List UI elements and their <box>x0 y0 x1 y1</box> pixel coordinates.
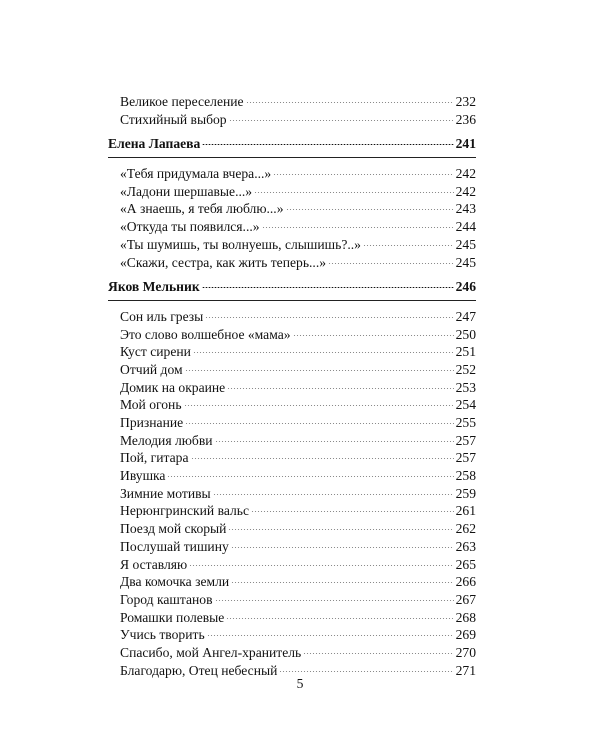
toc-entry-row <box>108 236 476 254</box>
author-name: Елена Лапаева <box>108 136 201 152</box>
entry-title: Признание <box>120 415 184 430</box>
dot-leader <box>167 476 453 477</box>
dot-leader <box>229 120 454 121</box>
entry-page-number: 270 <box>455 644 476 660</box>
entry-page-number: 258 <box>455 468 476 484</box>
entry-title: Ромашки полевые <box>120 609 225 625</box>
entry-page-number: 244 <box>455 219 476 235</box>
toc-group <box>108 278 476 679</box>
entry-page-number: 246 <box>455 279 476 295</box>
entry-title: Сон иль грезы <box>120 308 204 324</box>
entry-page-number: 257 <box>455 432 476 448</box>
entry-page-number: 245 <box>455 236 476 252</box>
toc-entry-row <box>108 93 476 111</box>
dot-leader <box>231 582 453 583</box>
dot-leader <box>273 174 453 175</box>
entry-title: Нерюнгринский вальс <box>120 503 249 519</box>
toc-entry-row <box>108 379 476 397</box>
toc-entry-row <box>108 432 476 450</box>
entry-title: «Откуда ты появился...» <box>120 219 260 235</box>
dot-leader <box>202 287 454 288</box>
entry-page-number: 250 <box>455 326 476 342</box>
toc-entry-row <box>108 449 476 467</box>
dot-leader <box>205 317 453 318</box>
dot-leader <box>328 263 454 264</box>
entry-title: Мелодия любви <box>120 432 213 448</box>
dot-leader <box>191 458 454 459</box>
dot-leader <box>193 352 454 353</box>
toc-entry-row <box>108 520 476 538</box>
dot-leader <box>184 405 454 406</box>
entry-page-number: 245 <box>455 254 476 270</box>
entry-page-number: 252 <box>455 361 476 377</box>
dot-leader <box>228 529 453 530</box>
dot-leader <box>246 102 454 103</box>
dot-leader <box>251 511 454 512</box>
entry-title: Это слово волшебное «мама» <box>120 326 291 342</box>
entry-page-number: 241 <box>455 136 476 152</box>
dot-leader <box>293 335 454 336</box>
entry-page-number: 268 <box>455 609 476 625</box>
toc-entry-row <box>108 538 476 556</box>
toc-entry-row <box>108 200 476 218</box>
toc-entry-row <box>108 556 476 574</box>
toc-entry-row <box>108 467 476 485</box>
entry-page-number: 236 <box>455 111 476 127</box>
entry-page-number: 242 <box>455 166 476 182</box>
dot-leader <box>213 494 454 495</box>
toc-group <box>108 93 476 128</box>
entry-page-number: 266 <box>455 574 476 590</box>
dot-leader <box>202 144 453 145</box>
page-number: 5 <box>296 676 304 691</box>
toc-entry-row <box>108 326 476 344</box>
toc-entry-row <box>108 644 476 662</box>
toc-entry-row <box>108 485 476 503</box>
toc-entry-row <box>108 111 476 129</box>
dot-leader <box>303 653 453 654</box>
dot-leader <box>363 245 454 246</box>
entry-title: Зимние мотивы <box>120 485 211 501</box>
entry-title: Стихийный выбор <box>120 111 227 127</box>
entry-page-number: 267 <box>455 591 476 607</box>
toc-entry-row <box>108 308 476 326</box>
entry-title: Послушай тишину <box>120 538 229 554</box>
toc-entry-row <box>108 626 476 644</box>
entry-title: «Ты шумишь, ты волнуешь, слышишь?..» <box>120 236 361 252</box>
entry-title: Учись творить <box>120 627 205 643</box>
entry-page-number: 232 <box>455 94 476 109</box>
entry-page-number: 251 <box>455 344 476 360</box>
dot-leader <box>231 547 454 548</box>
entry-page-number: 243 <box>455 201 476 217</box>
entry-page-number: 263 <box>455 538 476 554</box>
toc-entry-row <box>108 343 476 361</box>
toc-entry-row <box>108 414 476 432</box>
dot-leader <box>185 370 454 371</box>
entry-title: «Тебя придумала вчера...» <box>120 166 272 182</box>
entry-title: Два комочка земли <box>120 574 230 590</box>
toc-entry-row <box>108 361 476 379</box>
entry-page-number: 265 <box>455 556 476 572</box>
toc-entry-row <box>108 165 476 183</box>
entry-title: «Ладони шершавые...» <box>120 183 253 199</box>
table-of-contents <box>108 93 476 679</box>
entry-title: Куст сирени <box>120 344 191 360</box>
entry-title: Домик на окраине <box>120 379 226 395</box>
entry-title: Город каштанов <box>120 591 213 607</box>
dot-leader <box>207 635 454 636</box>
toc-entry-row <box>108 396 476 414</box>
toc-author-row <box>108 135 476 153</box>
entry-title: «Скажи, сестра, как жить теперь...» <box>120 254 327 270</box>
dot-leader <box>279 671 453 672</box>
dot-leader <box>262 227 454 228</box>
dot-leader <box>215 600 454 601</box>
toc-author-row <box>108 278 476 296</box>
entry-title: Великое переселение <box>120 94 244 109</box>
entry-title: Ивушка <box>120 468 166 484</box>
toc-entry-row <box>108 502 476 520</box>
entry-page-number: 269 <box>455 627 476 643</box>
entry-page-number: 257 <box>455 450 476 466</box>
dot-leader <box>226 618 453 619</box>
toc-group <box>108 135 476 271</box>
dot-leader <box>185 423 453 424</box>
entry-page-number: 247 <box>455 308 476 324</box>
toc-entry-row <box>108 183 476 201</box>
entry-page-number: 253 <box>455 379 476 395</box>
author-rule <box>108 157 476 158</box>
entry-page-number: 242 <box>455 183 476 199</box>
toc-entry-row <box>108 591 476 609</box>
toc-entry-row <box>108 573 476 591</box>
entry-title: Пой, гитара <box>120 450 189 466</box>
dot-leader <box>215 441 454 442</box>
entry-page-number: 255 <box>455 415 476 430</box>
entry-page-number: 271 <box>455 662 476 678</box>
entry-title: Поезд мой скорый <box>120 521 227 537</box>
entry-page-number: 259 <box>455 485 476 501</box>
entry-title: Мой огонь <box>120 397 182 413</box>
entry-title: «А знаешь, я тебя люблю...» <box>120 201 284 217</box>
entry-title: Я оставляю <box>120 556 188 572</box>
entry-page-number: 254 <box>455 397 476 413</box>
toc-entry-row <box>108 254 476 272</box>
dot-leader <box>286 209 454 210</box>
toc-entry-row <box>108 609 476 627</box>
author-rule <box>108 300 476 301</box>
dot-leader <box>227 388 453 389</box>
dot-leader <box>254 192 454 193</box>
author-name: Яков Мельник <box>108 279 200 295</box>
entry-title: Благодарю, Отец небесный <box>120 662 278 678</box>
entry-page-number: 261 <box>455 503 476 519</box>
entry-page-number: 262 <box>455 521 476 537</box>
dot-leader <box>189 565 453 566</box>
entry-title: Отчий дом <box>120 361 183 377</box>
toc-entry-row <box>108 218 476 236</box>
entry-title: Спасибо, мой Ангел-хранитель <box>120 644 302 660</box>
